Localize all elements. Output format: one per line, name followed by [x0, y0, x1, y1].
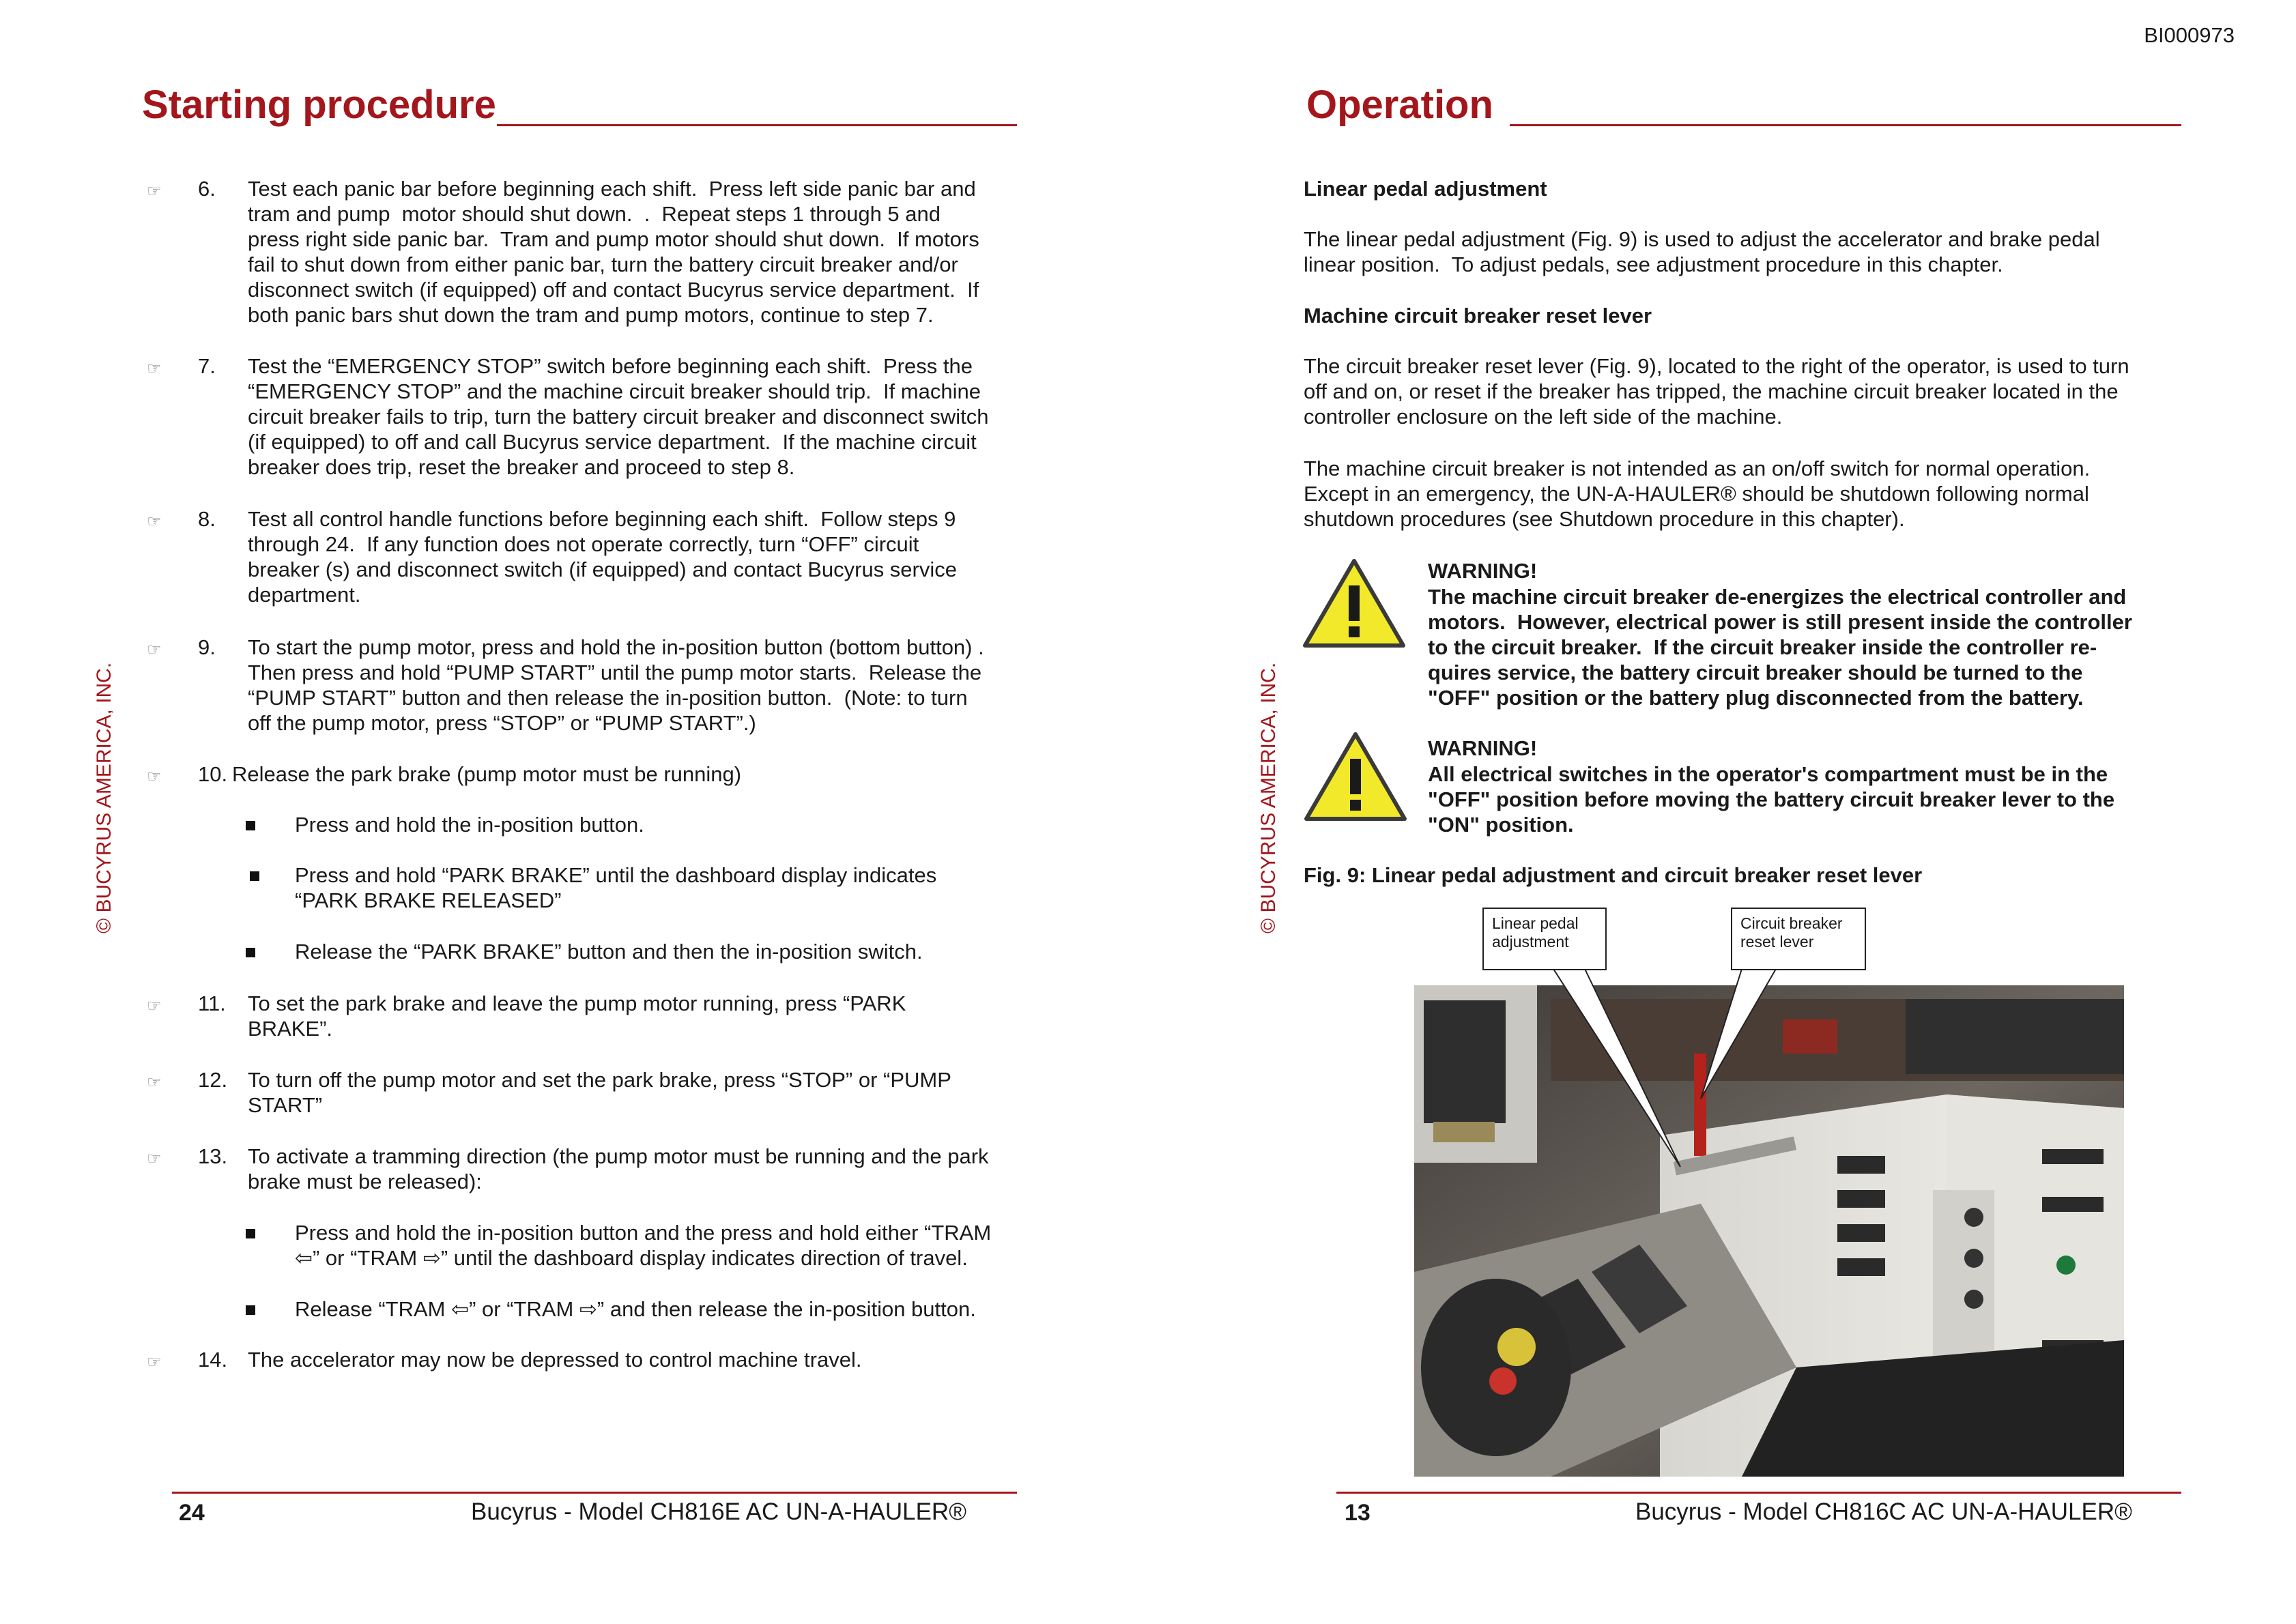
step-number: 9.: [198, 635, 216, 659]
breaker-text: The circuit breaker reset lever (Fig. 9), located to the right of the operator, is used to turn off and on, or reset if the breaker has tripped, the machine circuit breaker located in the controller enclosure on the left side of the machine.: [1304, 354, 2129, 429]
bullet-text: Release the “PARK BRAKE” button and then the in-position switch.: [295, 940, 923, 963]
pointing-hand-icon: ☞: [147, 768, 162, 786]
step-text: The accelerator may now be depressed to control machine travel.: [248, 1348, 862, 1372]
step-text: To start the pump motor, press and hold the in-position button (bottom button) . Then press and hold “PUMP START” until the pump motor starts. Release the “PUMP START” button and then release the in-position button. (Note: to turn off the pump motor, press “STOP” or “PUMP START”.): [248, 635, 984, 735]
step-text: Test all control handle functions before beginning each shift. Follow steps 9 through 24. If any function does not operate correctly, turn “OFF” circuit breaker (s) and disconnect switch (if equipped) and contact Bucyrus service department.: [248, 507, 957, 607]
pointing-hand-icon: ☞: [147, 512, 162, 531]
right-footer-text: Bucyrus - Model CH816C AC UN-A-HAULER®: [1635, 1498, 2132, 1525]
pointing-hand-icon: ☞: [147, 997, 162, 1015]
step-number: 13.: [198, 1144, 228, 1168]
step-number: 14.: [198, 1348, 228, 1372]
bullet-square: [250, 871, 259, 881]
pointing-hand-icon: ☞: [147, 1353, 162, 1372]
document-id: BI000973: [2144, 23, 2235, 47]
left-footer-rule: [172, 1492, 1017, 1494]
warning-1-label: WARNING!: [1428, 559, 1538, 583]
pointing-hand-icon: ☞: [147, 1073, 162, 1092]
step-text: To activate a tramming direction (the pump motor must be running and the park brake must be released):: [248, 1144, 989, 1193]
warning-2-label: WARNING!: [1428, 736, 1538, 760]
warning-2-text: All electrical switches in the operator's compartment must be in the "OFF" position before moving the battery circuit breaker lever to the "ON" position.: [1428, 762, 2115, 837]
bullet-text: Press and hold the in-position button and the press and hold either “TRAM ⇦” or “TRAM ⇨” until the dashboard display indicates direction of travel.: [295, 1221, 992, 1270]
breaker-heading: Machine circuit breaker reset lever: [1304, 304, 1652, 328]
warning-triangle-icon: [1301, 557, 1407, 650]
linear-pedal-text: The linear pedal adjustment (Fig. 9) is used to adjust the accelerator and brake pedal linear position. To adjust pedals, see adjustment procedure in this chapter.: [1304, 227, 2100, 276]
step-number: 12.: [198, 1068, 228, 1092]
bullet-text: Press and hold “PARK BRAKE” until the dashboard display indicates “PARK BRAKE RELEASED”: [295, 863, 937, 912]
pointing-hand-icon: ☞: [147, 1150, 162, 1168]
right-page-title: Operation: [1306, 83, 1493, 127]
right-side-copyright: © BUCYRUS AMERICA, INC.: [1257, 662, 1280, 933]
step-text: Test each panic bar before beginning each shift. Press left side panic bar and tram and pump motor should shut down. . Repeat steps 1 through 5 and press right side panic bar. Tram and pump motor should shut down. If motors fail to shut down from either panic bar, turn the battery circuit breaker and/or disconnect switch (if equipped) off and contact Bucyrus service department. If both panic bars shut down the tram and pump motors, continue to step 7.: [248, 177, 979, 327]
bullet-square: [246, 1305, 255, 1315]
right-title-rule: [1510, 124, 2181, 126]
right-footer-page-number: 13: [1345, 1500, 1371, 1526]
left-footer-text: Bucyrus - Model CH816E AC UN-A-HAULER®: [471, 1498, 966, 1525]
bullet-square: [246, 1229, 255, 1238]
step-number: 6.: [198, 177, 216, 201]
pointing-hand-icon: ☞: [147, 360, 162, 378]
pointing-hand-icon: ☞: [147, 641, 162, 659]
left-footer-page-number: 24: [179, 1500, 205, 1526]
step-number: 10.: [198, 762, 228, 786]
linear-pedal-heading: Linear pedal adjustment: [1304, 177, 1547, 201]
step-text: Release the park brake (pump motor must be running): [232, 762, 742, 786]
step-text: To turn off the pump motor and set the park brake, press “STOP” or “PUMP START”: [248, 1068, 951, 1117]
step-text: Test the “EMERGENCY STOP” switch before beginning each shift. Press the “EMERGENCY STOP” and the machine circuit breaker should trip. If machine circuit breaker fails to trip, turn the battery circuit breaker and disconnect switch (if equipped) to off and call Bucyrus service department. If the machine circuit breaker does trip, reset the breaker and proceed to step 8.: [248, 354, 989, 479]
warning-1-text: The machine circuit breaker de-energizes the electrical controller and motors. However, electrical power is still present inside the controller to the circuit breaker. If the circuit breaker inside the controller re- quires service, the battery circuit breaker should be turned to the "OFF" position or the battery plug disconnected from the battery.: [1428, 585, 2132, 710]
left-side-copyright: © BUCYRUS AMERICA, INC.: [93, 662, 115, 933]
step-number: 7.: [198, 354, 216, 378]
callout-circuit-breaker: Circuit breaker reset lever: [1731, 908, 1866, 970]
callout-linear-pedal: Linear pedal adjustment: [1482, 908, 1607, 970]
breaker-text-2: The machine circuit breaker is not intended as an on/off switch for normal operation. Except in an emergency, the UN-A-HAULER® should be shutdown following normal shutdown procedures (see Shutdown procedure in this chapter).: [1304, 456, 2091, 531]
right-footer-rule: [1336, 1492, 2181, 1494]
bullet-square: [246, 821, 255, 830]
bullet-text: Release “TRAM ⇦” or “TRAM ⇨” and then release the in-position button.: [295, 1297, 976, 1321]
figure-caption: Fig. 9: Linear pedal adjustment and circuit breaker reset lever: [1304, 863, 1923, 887]
bullet-text: Press and hold the in-position button.: [295, 813, 644, 837]
left-title-rule: [497, 124, 1017, 126]
left-page-title: Starting procedure: [142, 83, 496, 127]
step-text: To set the park brake and leave the pump motor running, press “PARK BRAKE”.: [248, 991, 906, 1041]
step-number: 8.: [198, 507, 216, 531]
pointing-hand-icon: ☞: [147, 182, 162, 201]
warning-triangle-icon: [1302, 730, 1409, 823]
bullet-square: [246, 948, 255, 957]
step-number: 11.: [198, 991, 226, 1015]
callout-pointers: [1414, 962, 2124, 1194]
